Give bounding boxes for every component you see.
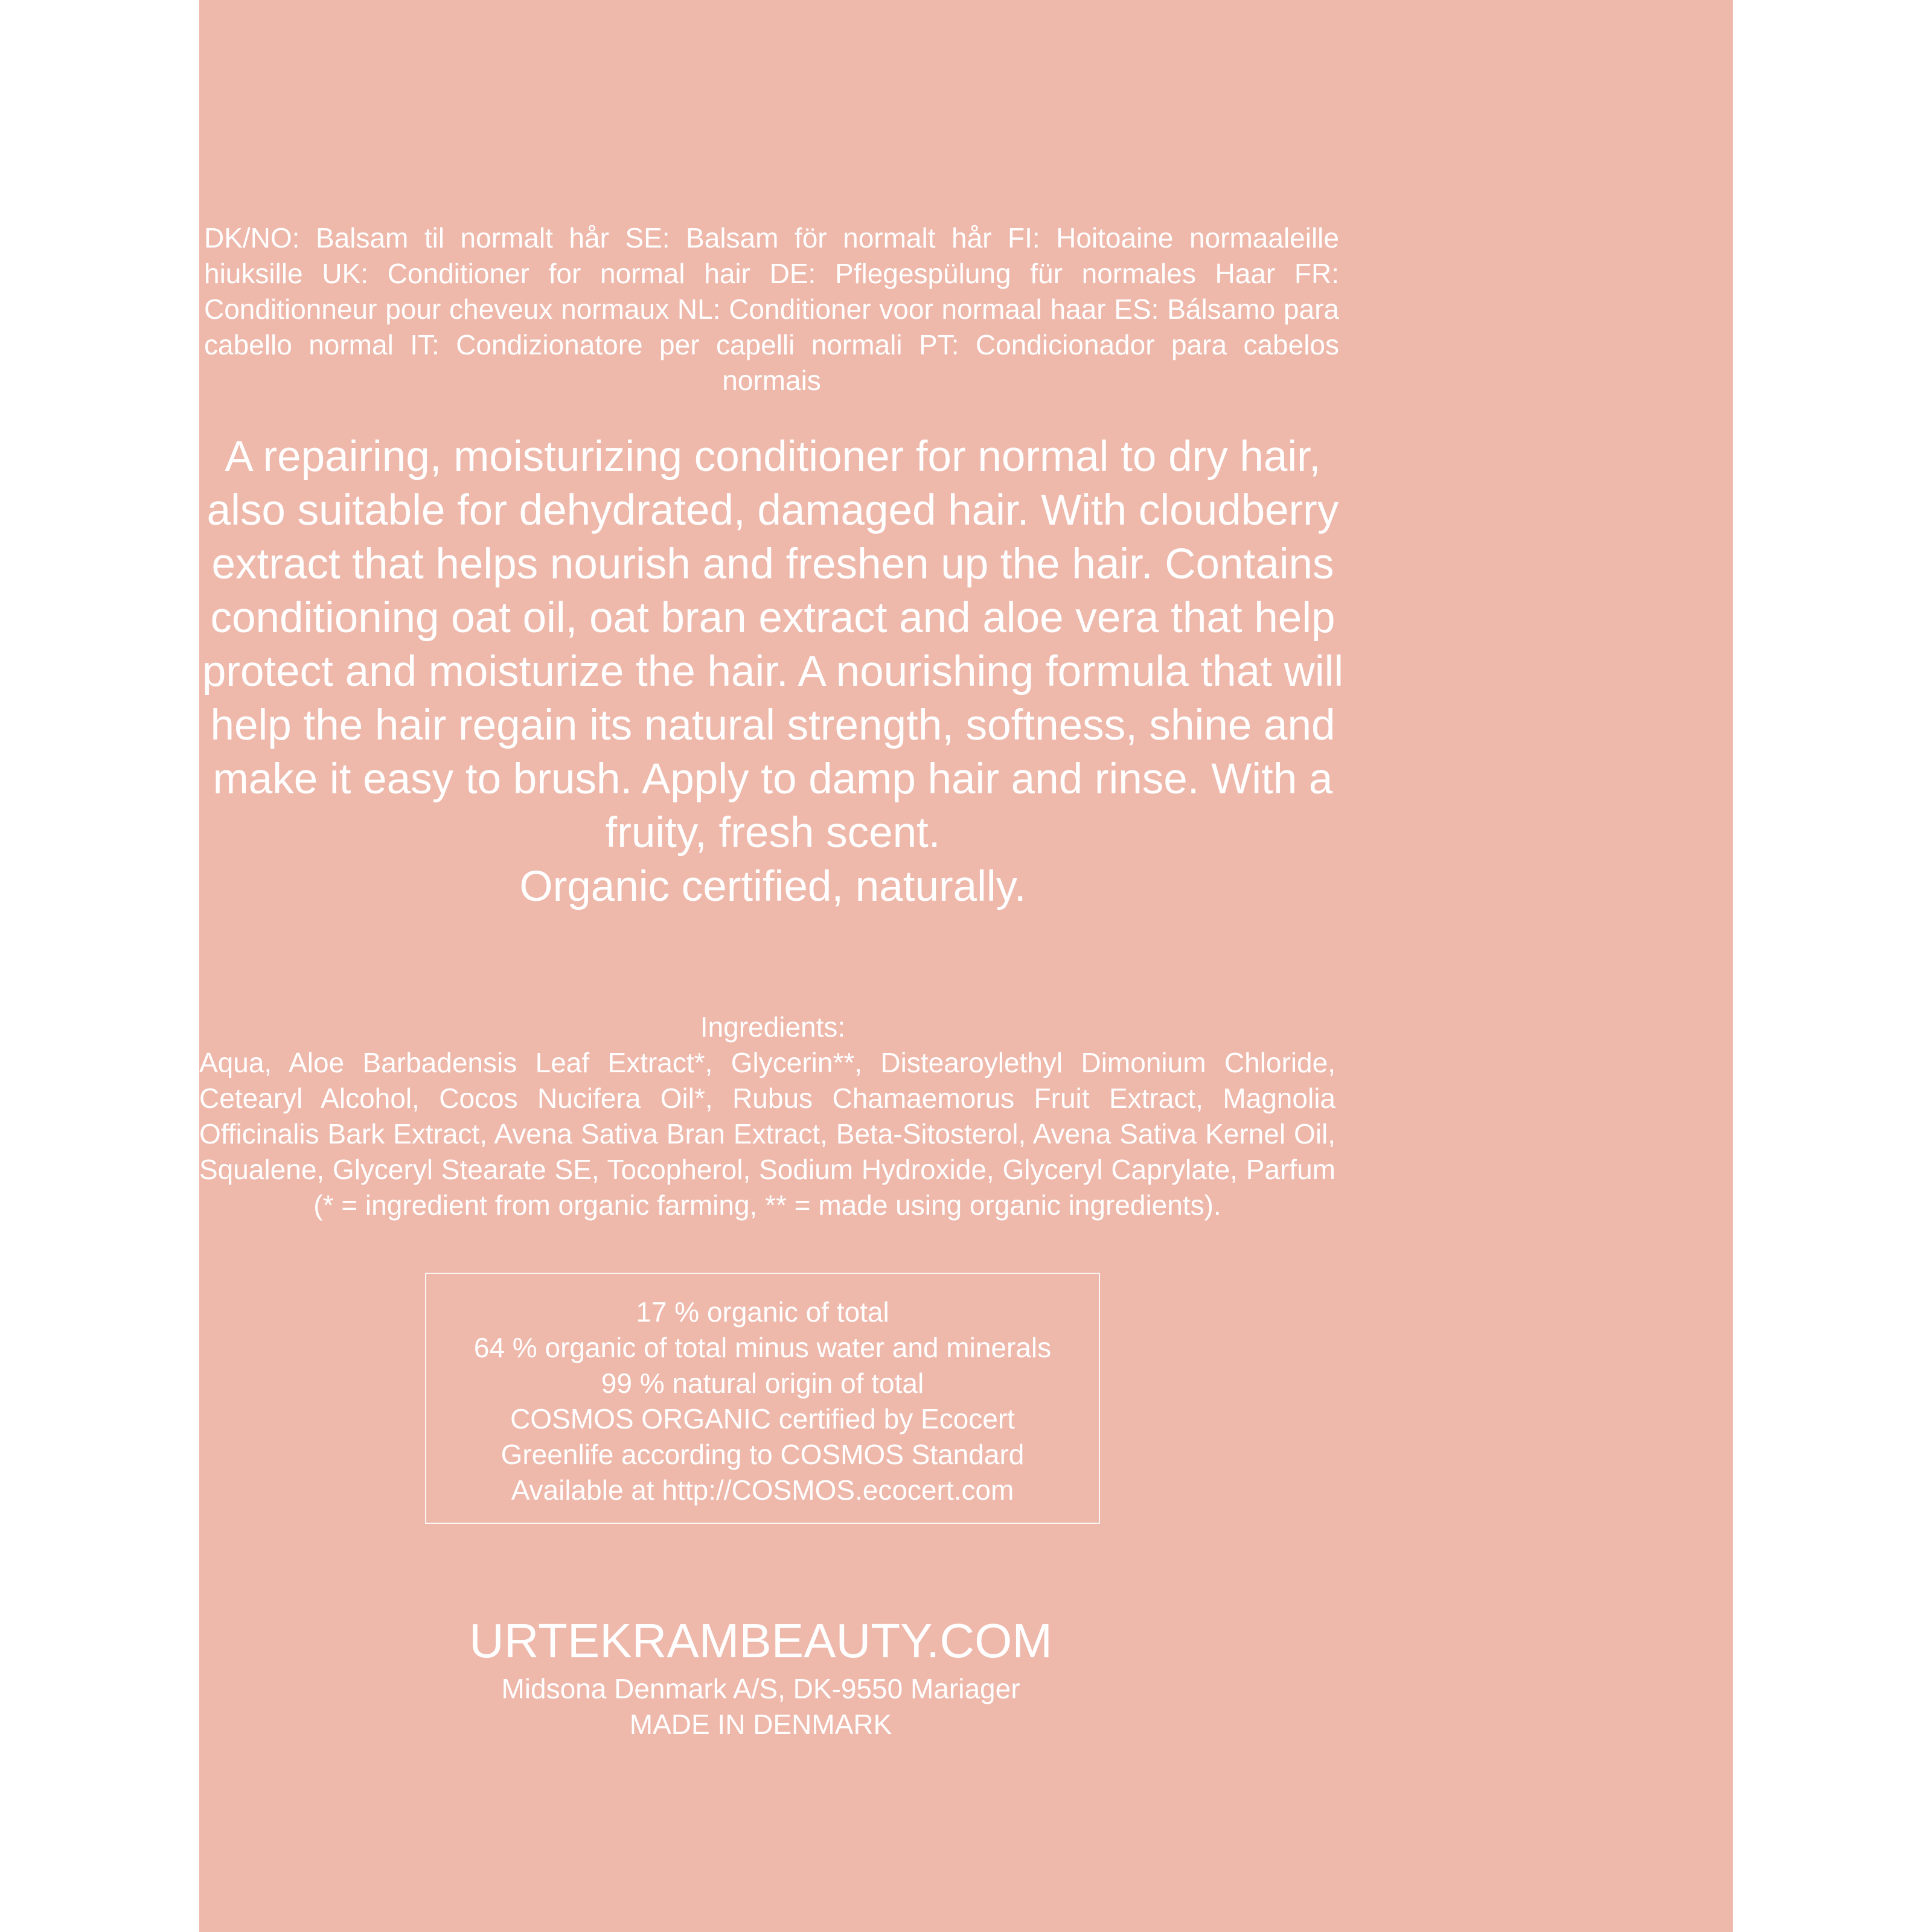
certification-line: 17 % organic of total [636,1296,889,1328]
country-of-origin: MADE IN DENMARK [629,1709,892,1740]
certification-line: COSMOS ORGANIC certified by Ecocert [510,1403,1015,1435]
product-description [199,430,1346,913]
certification-line: Greenlife according to COSMOS Standard [501,1439,1025,1470]
certification-line: 64 % organic of total minus water and minerals [473,1332,1052,1363]
product-label-panel [199,0,1733,1932]
description-body: A repairing, moisturizing conditioner for normal to dry hair, also suitable for dehydrated, damaged hair. With cloudberry extract that helps nourish and freshen up the hair. Contains conditioning oat oil, oat bran extract and aloe vera that help protect and moisturize the hair. A nourishing formula that will help the hair regain its natural strength, softness, shine and make it easy to brush. Apply to damp hair and rinse. With a fruity, fresh scent. [202,433,1344,857]
ingredients-heading: Ingredients: [700,1011,846,1043]
ingredients-list: Aqua, Aloe Barbadensis Leaf Extract*, Glycerin**, Distearoylethyl Dimonium Chloride, Cetearyl Alcohol, Cocos Nucifera Oil*, Rubus Chamaemorus Fruit Extract, Magnolia Officinalis Bark Extract, Avena Sativa Bran Extract, Beta-Sitosterol, Avena Sativa Kernel Oil, Squalene, Glyceryl Stearate SE, Tocopherol, Sodium Hydroxide, Glyceryl Caprylate, Parfum (* = ingredient from organic farming, ** = made using organic ingredients). [199,1047,1335,1221]
label-footer [380,1611,1141,1742]
website-url: URTEKRAMBEAUTY.COM [469,1614,1053,1668]
product-name-translations: DK/NO: Balsam til normalt hår SE: Balsam för normalt hår FI: Hoitoaine normaaleille hiuksille UK: Conditioner for normal hair DE: Pflegespülung für normales Haar FR: Conditionneur pour cheveux normaux NL: Conditioner voor normaal haar ES: Bálsamo para cabello normal IT: Condizionatore per capelli normali PT: Condicionador para cabelos normais [204,222,1339,396]
certification-box [425,1273,1100,1524]
certification-line: 99 % natural origin of total [601,1367,924,1399]
manufacturer-address: Midsona Denmark A/S, DK-9550 Mariager [501,1673,1020,1704]
certification-line: Available at http://COSMOS.ecocert.com [511,1474,1014,1506]
description-tagline: Organic certified, naturally. [519,863,1026,910]
